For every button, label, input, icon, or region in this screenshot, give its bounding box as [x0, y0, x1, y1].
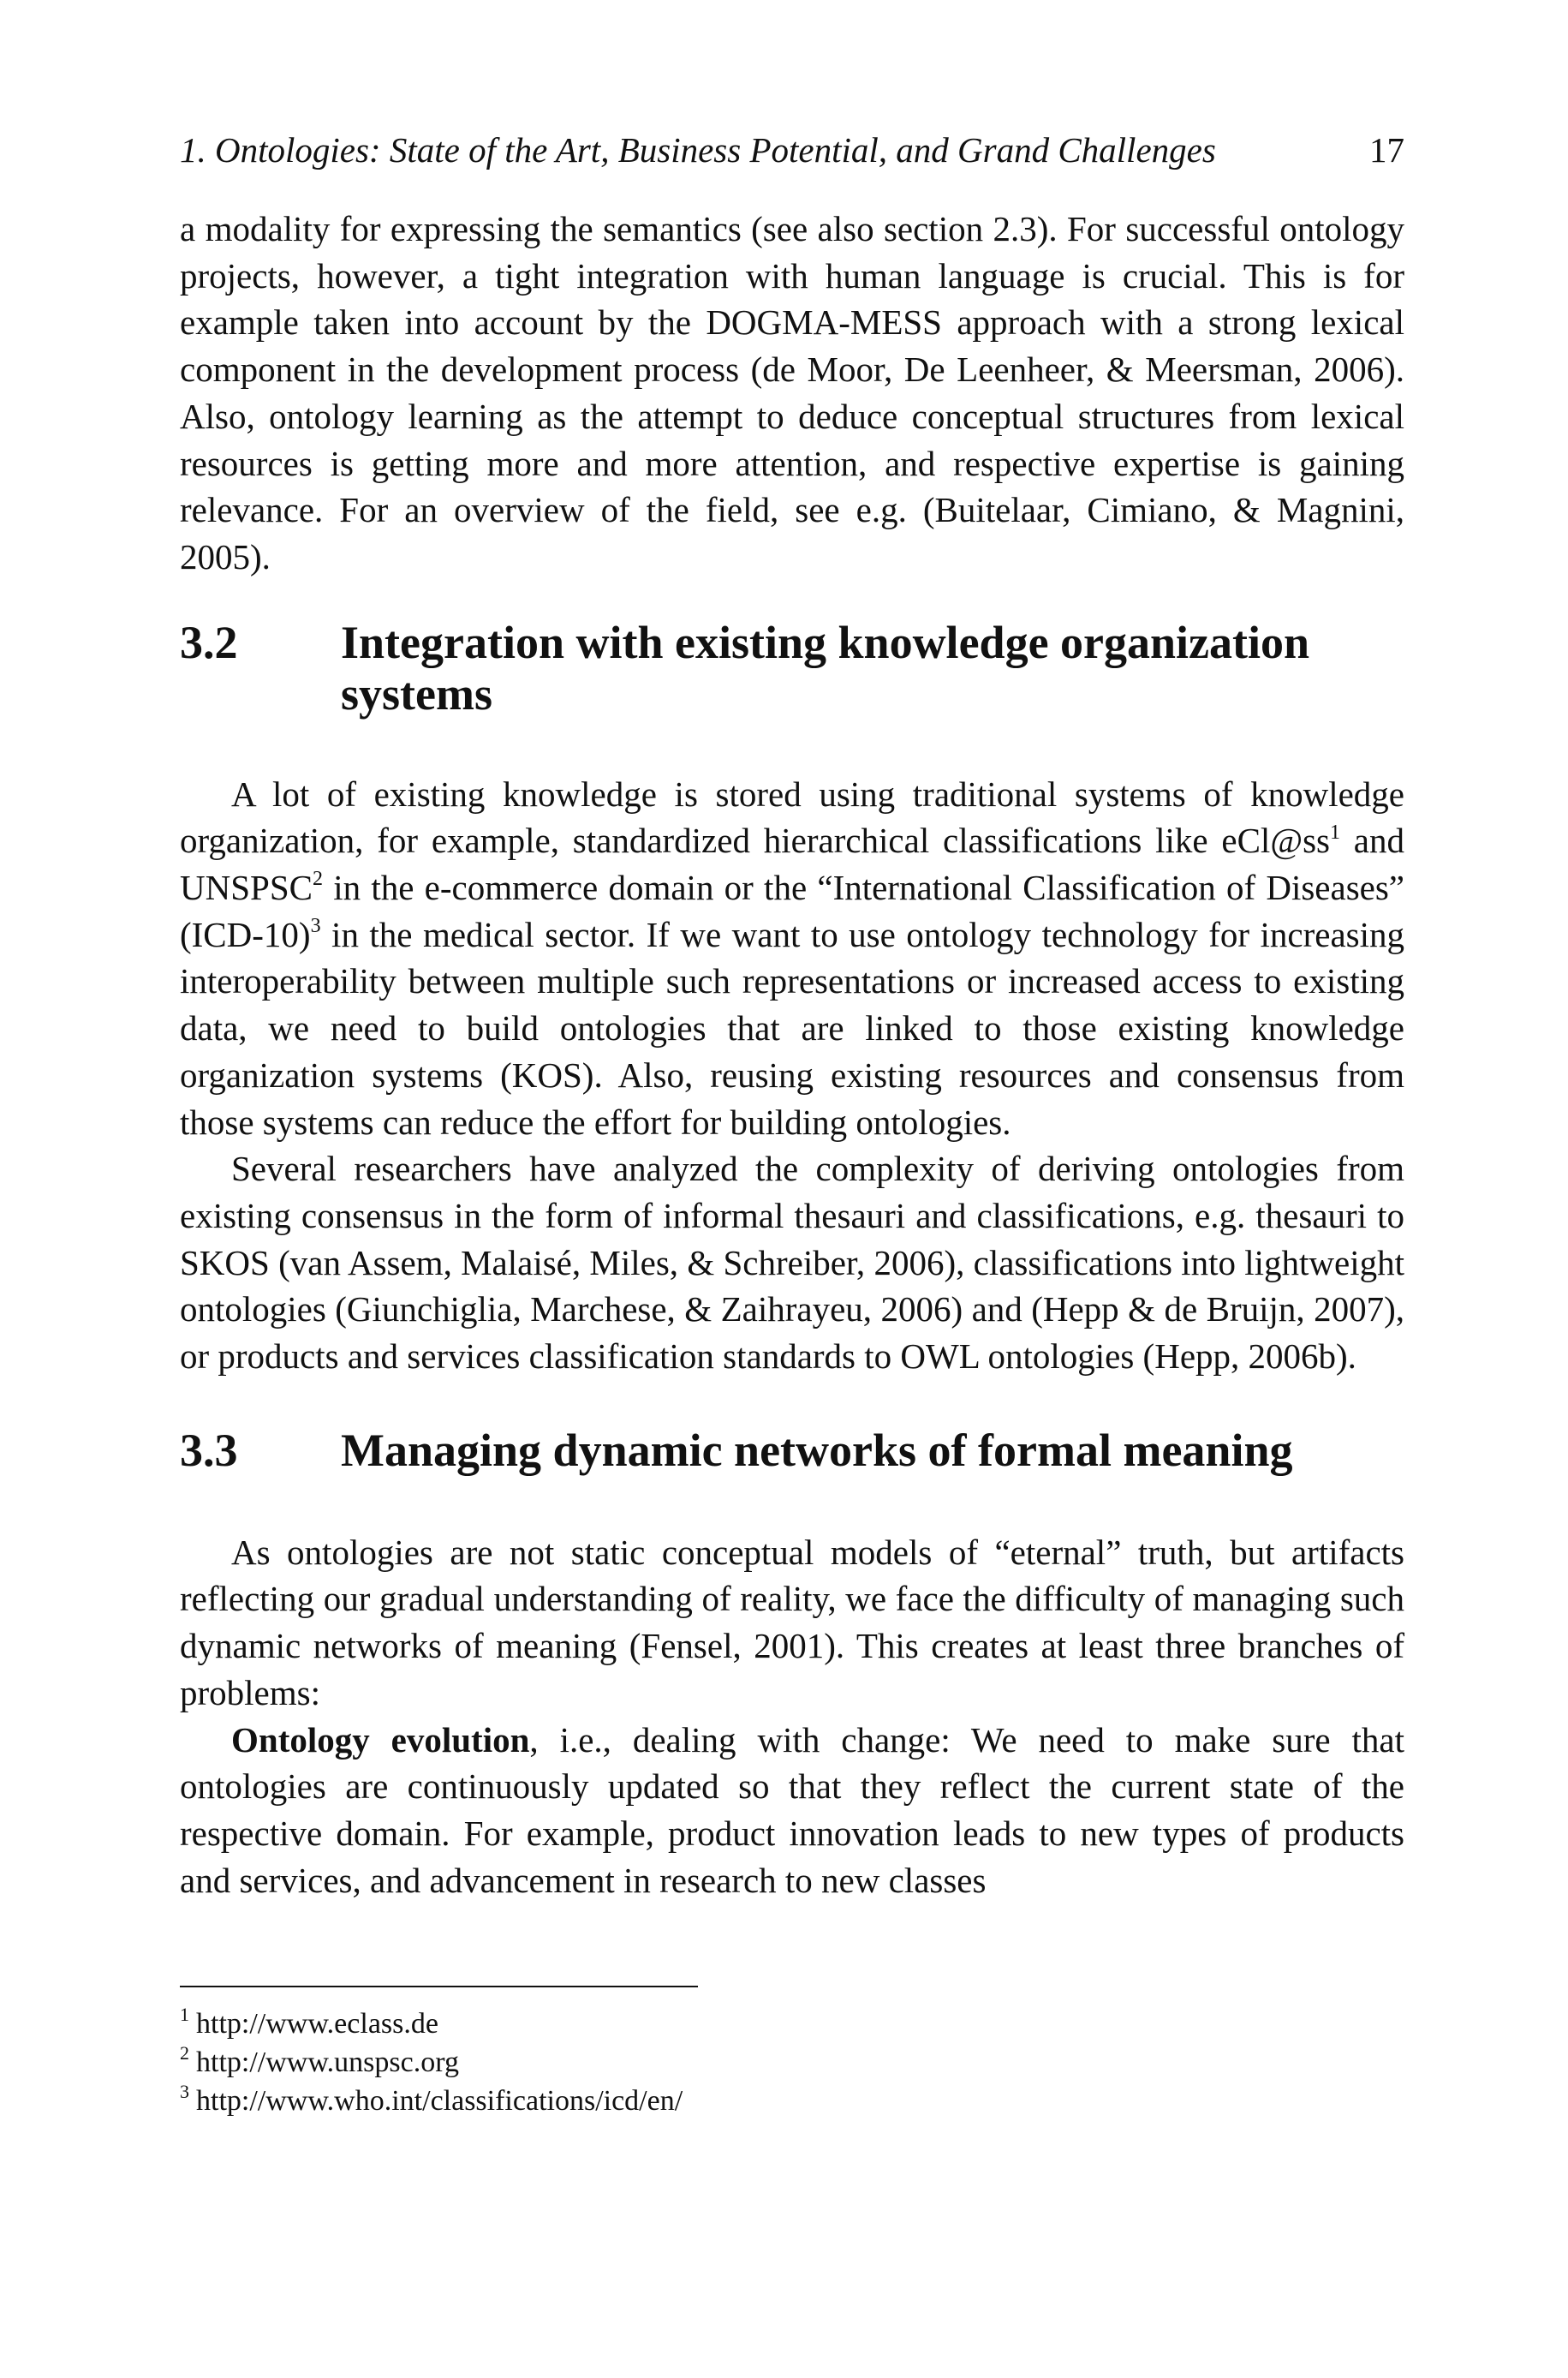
- term-ontology-evolution: Ontology evolution: [231, 1719, 530, 1760]
- footnote-3: [180, 2082, 1404, 2120]
- section-title: Integration with existing knowledge organization systems: [341, 616, 1310, 720]
- section-heading-3-3: [180, 1425, 1404, 1476]
- text-segment: , i.e., dealing with change: We need to make sure that ontologies are continuously updated so that they reflect the current state of the respective domain. For example, product innovation leads to new types of products and services, and advancement in research to new classes: [180, 1719, 1404, 1900]
- section-heading-3-2: [180, 617, 1404, 720]
- footnote-url[interactable]: http://www.who.int/classifications/icd/en/: [196, 2085, 683, 2118]
- footnote-url[interactable]: http://www.eclass.de: [196, 2008, 438, 2040]
- section-number: 3.3: [180, 1424, 238, 1476]
- section-number: 3.2: [180, 616, 238, 668]
- footnote-2: [180, 2043, 1404, 2082]
- footnote-marker: 3: [180, 2081, 189, 2103]
- page-number: 17: [1369, 130, 1404, 170]
- text-segment: and UNSPSC: [180, 821, 1404, 908]
- footnote-ref-2[interactable]: 2: [312, 868, 323, 891]
- footnote-ref-1[interactable]: 1: [1329, 821, 1340, 844]
- footnote-marker: 1: [180, 2004, 189, 2026]
- paragraph-intro: a modality for expressing the semantics (see also section 2.3). For successful ontology projects, however, a tight integration with human language is crucial. This is for example taken into account by the DOGMA-MESS approach with a strong lexical component in the development process (de Moor, De Leenheer, & Meersman, 2006). Also, ontology learning as the attempt to deduce conceptual structures from lexical resources is getting more and more attention, and respective expertise is gaining relevance. For an overview of the field, see e.g. (Buitelaar, Cimiano, & Magnini, 2005).: [180, 209, 1404, 577]
- footnote-divider: [180, 1986, 698, 1987]
- footnote-ref-3[interactable]: 3: [310, 915, 321, 938]
- chapter-title: 1. Ontologies: State of the Art, Business Potential, and Grand Challenges: [180, 130, 1216, 170]
- footnote-url[interactable]: http://www.unspsc.org: [196, 2046, 459, 2079]
- paragraph-kos: [180, 771, 1404, 1146]
- paragraph-dynamic-networks: As ontologies are not static conceptual models of “eternal” truth, but artifacts reflecting our gradual understanding of reality, we face the difficulty of managing such dynamic networks of meaning (Fensel, 2001). This creates at least three branches of problems:: [180, 1532, 1404, 1712]
- text-segment: in the e-commerce domain or the “International Classification of Diseases” (ICD-10): [180, 868, 1404, 954]
- section-title: Managing dynamic networks of formal meaning: [341, 1424, 1293, 1476]
- text-segment: A lot of existing knowledge is stored using traditional systems of knowledge organization, for example, standardized hierarchical classifications like eCl@ss: [180, 774, 1404, 861]
- page: [180, 128, 1404, 2120]
- paragraph-ontology-evolution: [180, 1717, 1404, 1904]
- running-head: [180, 128, 1404, 171]
- paragraph-researchers: Several researchers have analyzed the complexity of deriving ontologies from existing consensus in the form of informal thesauri and classifications, e.g. thesauri to SKOS (van Assem, Malaisé, Miles, & Schreiber, 2006), classifications into lightweight ontologies (Giunchiglia, Marchese, & Zaihrayeu, 2006) and (Hepp & de Bruijn, 2007), or products and services classification standards to OWL ontologies (Hepp, 2006b).: [180, 1149, 1404, 1377]
- footnote-marker: 2: [180, 2042, 189, 2064]
- footnote-1: [180, 2005, 1404, 2043]
- text-segment: in the medical sector. If we want to use ontology technology for increasing interoperability between multiple such representations or increased access to existing data, we need to build ontologies that are linked to those existing knowledge organization systems (KOS). Also, reusing existing resources and consensus from those systems can reduce the effort for building ontologies.: [180, 914, 1404, 1142]
